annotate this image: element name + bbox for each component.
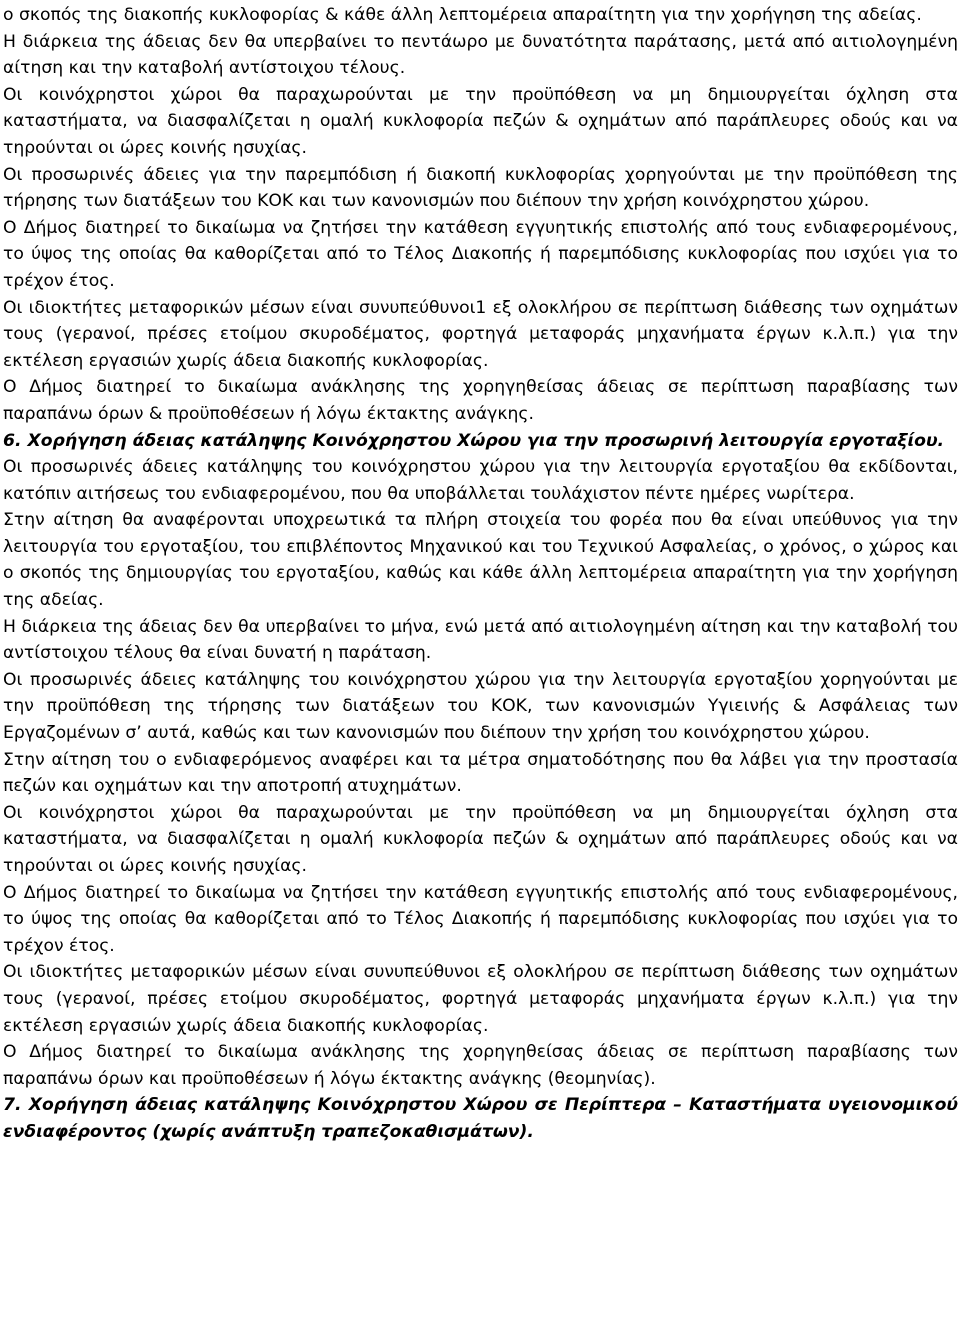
paragraph-guarantee-letter: Ο Δήμος διατηρεί το δικαίωμα να ζητήσει την κατάθεση εγγυητικής επιστολής από τους ενδιαφερομένους, το ύψος της οποίας θα καθορίζεται από το Τέλος Διακοπής ή παρεμπόδισης κυκλοφορίας που ισχύει για το τρέχον έτος. <box>3 217 958 291</box>
paragraph-permit-duration: Η διάρκεια της άδειας δεν θα υπερβαίνει το πεντάωρο με δυνατότητα παράτασης, μετά από αιτιολογημένη αίτηση και την καταβολή αντίστοιχου τέλους. <box>3 31 958 79</box>
paragraph-temporary-permits-kok: Οι προσωρινές άδειες για την παρεμπόδιση ή διακοπή κυκλοφορίας χορηγούνται με την προϋπόθεση της τήρησης των διατάξεων του ΚΟΚ και των κανονισμών που διέπουν την χρήση κοινόχρηστου χώρου. <box>3 164 958 212</box>
section-6-paragraph: Η διάρκεια της άδειας δεν θα υπερβαίνει το μήνα, ενώ μετά από αιτιολογημένη αίτηση και την καταβολή του αντίστοιχου τέλους θα είναι δυνατή η παράταση. <box>3 616 958 664</box>
paragraph-public-space-conditions: Οι κοινόχρηστοι χώροι θα παραχωρούνται με την προϋπόθεση να μη δημιουργείται όχληση στα καταστήματα, να διασφαλίζεται η ομαλή κυκλοφορία πεζών & οχημάτων από παράπλευρες οδούς και να τηρούνται οι ώρες κοινής ησυχίας. <box>3 84 958 158</box>
section-6-heading: 6. Χορήγηση άδειας κατάληψης Κοινόχρηστου Χώρου για την προσωρινή λειτουργία εργοταξίου. <box>3 430 945 451</box>
section-6-paragraph: Ο Δήμος διατηρεί το δικαίωμα να ζητήσει την κατάθεση εγγυητικής επιστολής από τους ενδιαφερομένους, το ύψος της οποίας θα καθορίζεται από το Τέλος Διακοπής ή παρεμπόδισης κυκλοφορίας που ισχύει για το τρέχον έτος. <box>3 882 958 956</box>
paragraph-vehicle-owners-liability: Οι ιδιοκτήτες μεταφορικών μέσων είναι συνυπεύθυνοι1 εξ ολοκλήρου σε περίπτωση διάθεσης των οχημάτων τους (γερανοί, πρέσες ετοίμου σκυροδέματος, φορτηγά μεταφοράς μηχανήματα έργων κ.λ.π.) για την εκτέλεση εργασιών χωρίς άδεια διακοπής κυκλοφορίας. <box>3 297 958 371</box>
section-7-heading: 7. Χορήγηση άδειας κατάληψης Κοινόχρηστου Χώρου σε Περίπτερα – Καταστήματα υγειονομικού ενδιαφέροντος (χωρίς ανάπτυξη τραπεζοκαθισμάτων). <box>3 1095 958 1142</box>
section-6-paragraph: Στην αίτηση του ο ενδιαφερόμενος αναφέρει και τα μέτρα σηματοδότησης που θα λάβει για την προστασία πεζών και οχημάτων και την αποτροπή ατυχημάτων. <box>3 749 958 797</box>
section-6-paragraph: Οι προσωρινές άδειες κατάληψης του κοινόχρηστου χώρου για την λειτουργία εργοταξίου χορηγούνται με την προϋπόθεση της τήρησης των διατάξεων του ΚΟΚ, των κανονισμών Υγιεινής & Ασφάλειας των Εργαζομένων σ’ αυτά, καθώς και των κανονισμών που διέπουν την χρήση του κοινόχρηστου χώρου. <box>3 669 958 744</box>
section-6-paragraph: Στην αίτηση θα αναφέρονται υποχρεωτικά τα πλήρη στοιχεία του φορέα που θα είναι υπεύθυνος για την λειτουργία του εργοταξίου, του επιβλέποντος Μηχανικού και του Τεχνικού Ασφαλείας, ο χρόνος, ο χώρος και ο σκοπός της δημιουργίας του εργοταξίου, καθώς και κάθε άλλη λεπτομέρεια απαραίτητη για την χορήγηση της αδείας. <box>3 510 958 611</box>
section-6-paragraph: Οι ιδιοκτήτες μεταφορικών μέσων είναι συνυπεύθυνοι εξ ολοκλήρου σε περίπτωση διάθεσης των οχημάτων τους (γερανοί, πρέσες ετοίμου σκυροδέματος, φορτηγά μεταφοράς μηχανήματα έργων κ.λ.π.) για την εκτέλεση εργασιών χωρίς άδεια διακοπής κυκλοφορίας. <box>3 962 958 1036</box>
paragraph-purpose-details: ο σκοπός της διακοπής κυκλοφορίας & κάθε άλλη λεπτομέρεια απαραίτητη για την χορήγηση της αδείας. <box>3 5 922 25</box>
section-6-paragraph: Ο Δήμος διατηρεί το δικαίωμα ανάκλησης της χορηγηθείσας άδειας σε περίπτωση παραβίασης των παραπάνω όρων και προϋποθέσεων ή λόγω έκτακτης ανάγκης (θεομηνίας). <box>3 1042 958 1089</box>
section-6-paragraph: Οι προσωρινές άδειες κατάληψης του κοινόχρηστου χώρου για την λειτουργία εργοταξίου θα εκδίδονται, κατόπιν αιτήσεως του ενδιαφερομένου, που θα υποβάλλεται τουλάχιστον πέντε ημέρες νωρίτερα. <box>3 457 958 504</box>
section-6-paragraph: Οι κοινόχρηστοι χώροι θα παραχωρούνται με την προϋπόθεση να μη δημιουργείται όχληση στα καταστήματα, να διασφαλίζεται η ομαλή κυκλοφορία πεζών & οχημάτων από παράπλευρες οδούς και να τηρούνται οι ώρες κοινής ησυχίας. <box>3 802 958 876</box>
paragraph-revocation: Ο Δήμος διατηρεί το δικαίωμα ανάκλησης της χορηγηθείσας άδειας σε περίπτωση παραβίασης των παραπάνω όρων & προϋποθέσεων ή λόγω έκτακτης ανάγκης. <box>3 377 958 424</box>
